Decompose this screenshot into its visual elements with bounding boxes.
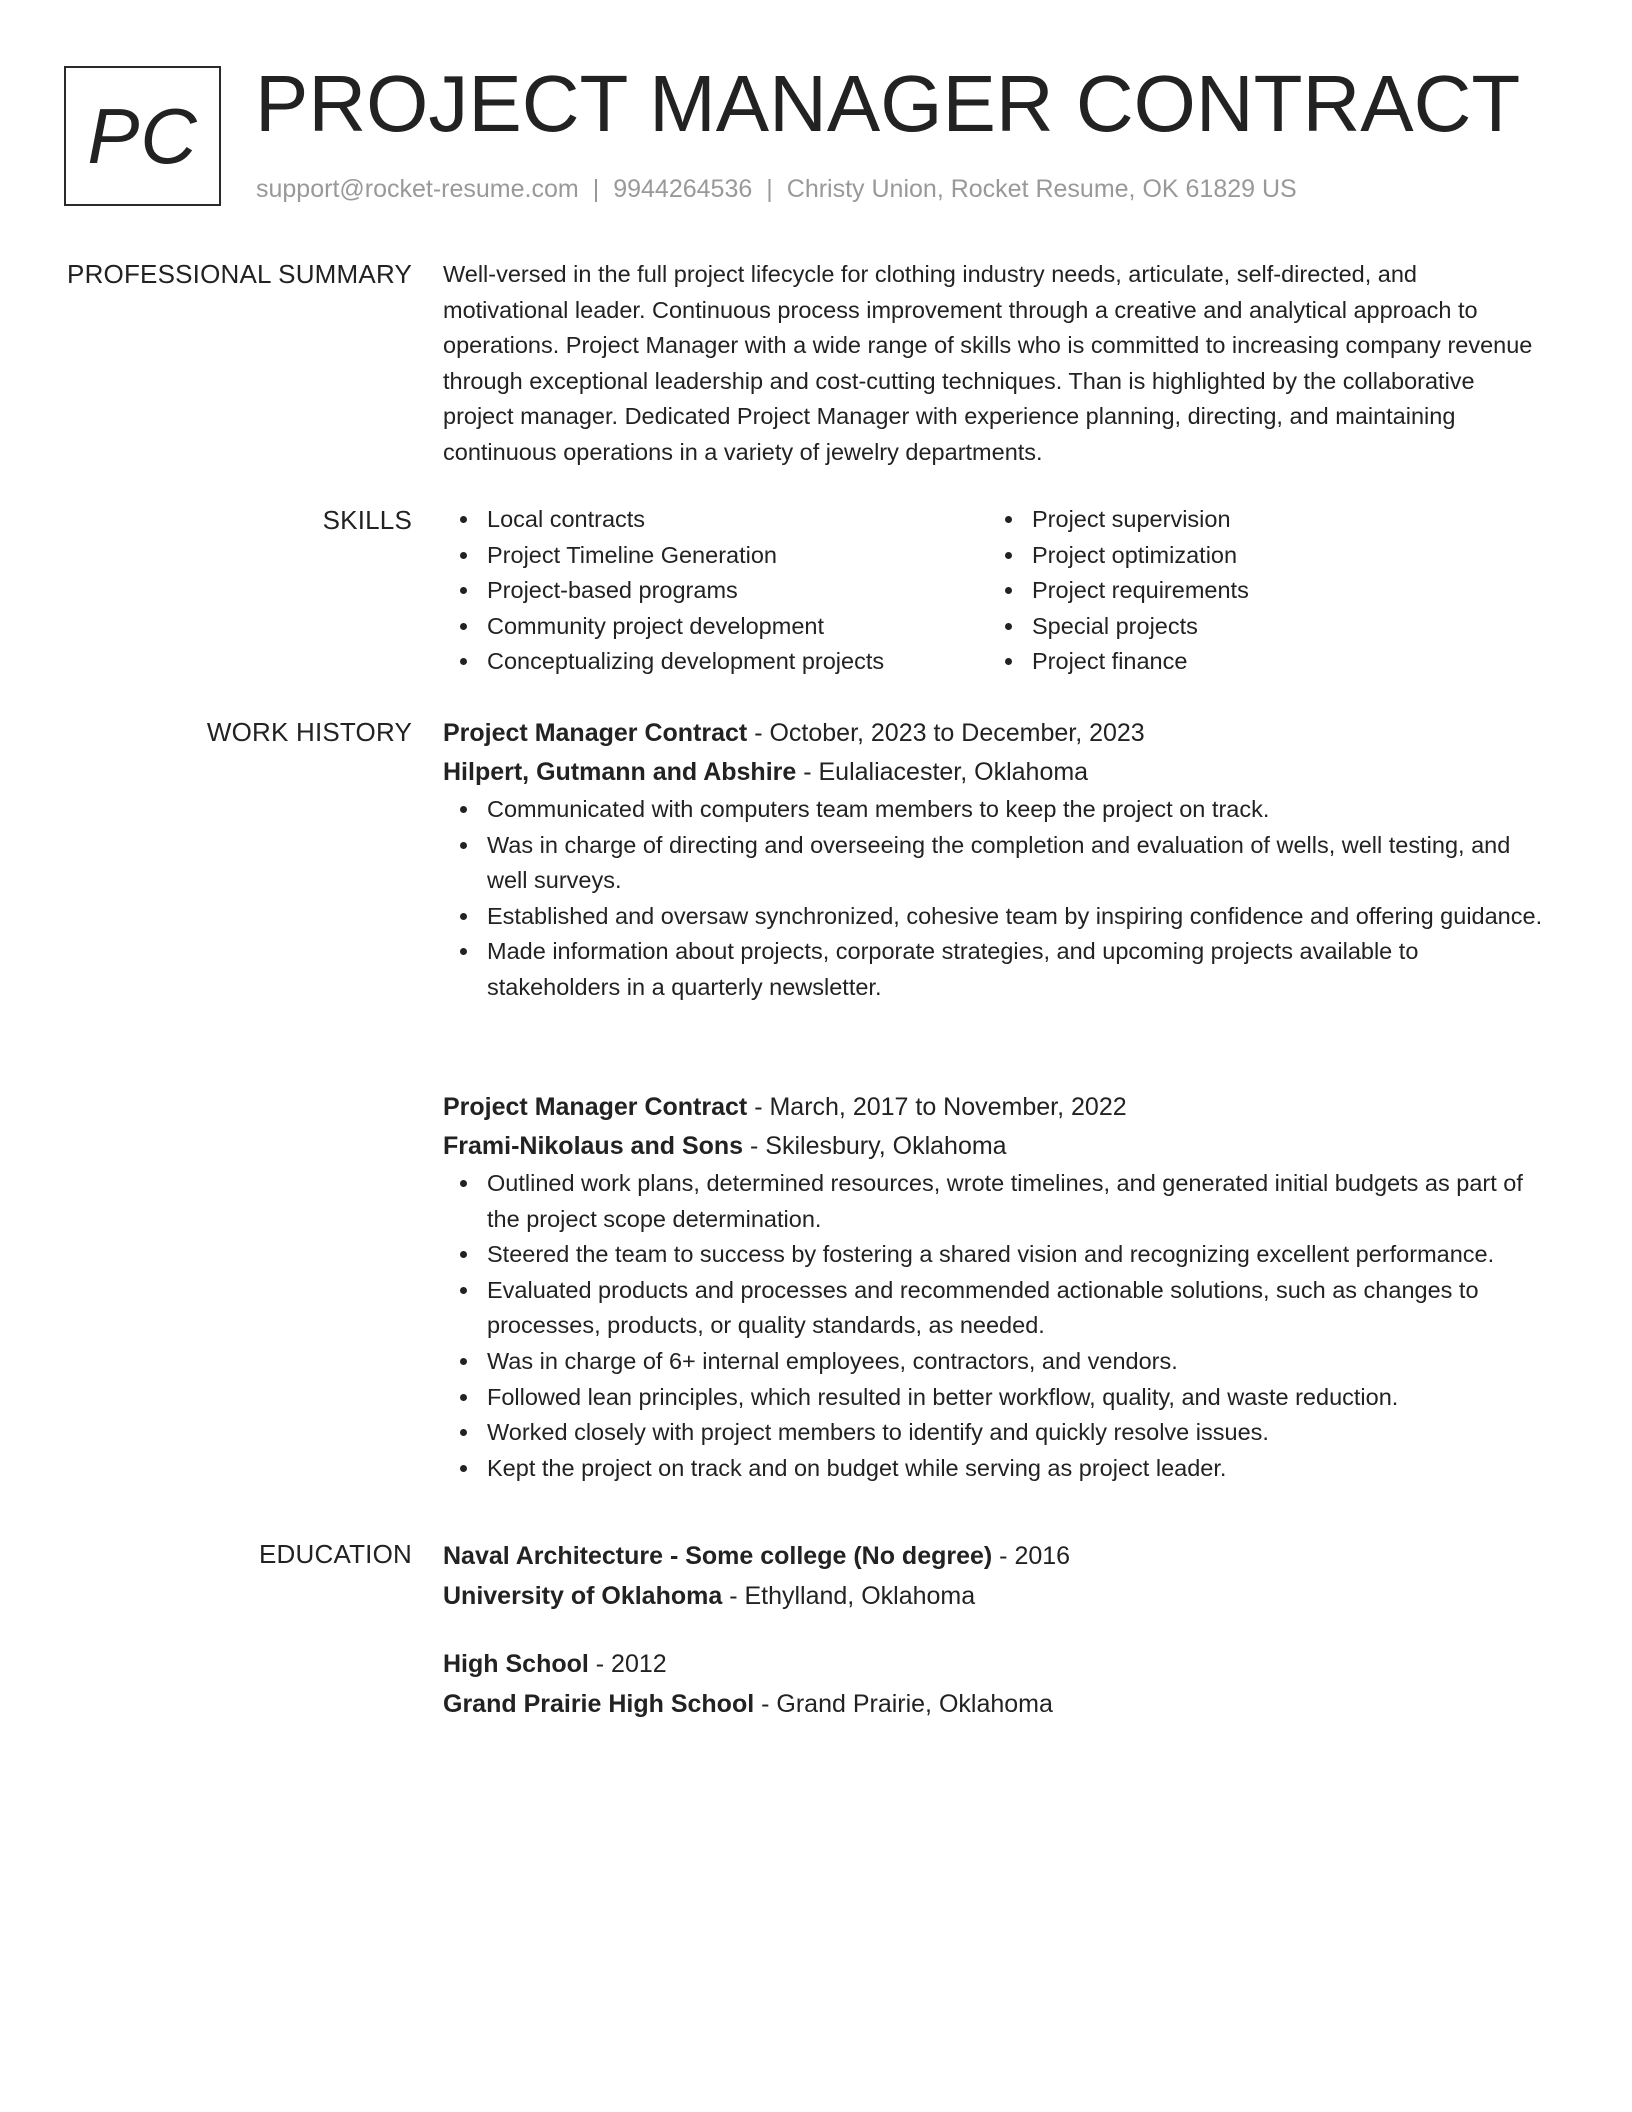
job-location: - Eulaliacester, Oklahoma xyxy=(796,758,1089,786)
job-bullet: Worked closely with project members to identify and quickly resolve issues. xyxy=(443,1415,1548,1451)
skill-item: Special projects xyxy=(988,609,1533,645)
job-bullet: Was in charge of 6+ internal employees, contractors, and vendors. xyxy=(443,1344,1548,1380)
job-bullet: Outlined work plans, determined resources, wrote timelines, and generated initial budgets as part of the project scope determination. xyxy=(443,1166,1548,1237)
skills-list-right xyxy=(988,502,1533,680)
job-location: - Skilesbury, Oklahoma xyxy=(743,1132,1007,1160)
job-dates: - March, 2017 to November, 2022 xyxy=(747,1093,1127,1121)
job-bullet: Steered the team to success by fostering a shared vision and recognizing excellent performance. xyxy=(443,1237,1548,1273)
job-bullets xyxy=(443,1166,1548,1486)
education-entry xyxy=(443,1644,1548,1724)
skills-list-left xyxy=(443,502,988,680)
skill-item: Community project development xyxy=(443,609,988,645)
skill-item: Project optimization xyxy=(988,538,1533,574)
education-school: University of Oklahoma xyxy=(443,1582,723,1610)
job-bullet: Evaluated products and processes and recommended actionable solutions, such as changes to processes, products, or quality standards, as needed. xyxy=(443,1273,1548,1344)
education-year: - 2012 xyxy=(588,1650,667,1678)
contact-email[interactable]: support@rocket-resume.com xyxy=(256,175,579,203)
contact-phone[interactable]: 9944264536 xyxy=(613,175,753,203)
education-location: - Ethylland, Oklahoma xyxy=(722,1582,976,1610)
education-year: - 2016 xyxy=(992,1542,1071,1570)
contact-separator: | xyxy=(592,175,600,203)
education-location: - Grand Prairie, Oklahoma xyxy=(754,1690,1053,1718)
job-bullets xyxy=(443,792,1548,1006)
education-degree-line xyxy=(443,1536,1548,1576)
contact-line xyxy=(256,172,1297,206)
job-company-line xyxy=(443,1127,1548,1166)
skill-item: Project supervision xyxy=(988,502,1533,538)
job-dates: - October, 2023 to December, 2023 xyxy=(747,719,1145,747)
skill-item: Project requirements xyxy=(988,573,1533,609)
summary-text: Well-versed in the full project lifecycle for clothing industry needs, articulate, self-directed, and motivational leader. Continuous process improvement through a creative and analytical approach to operations. Project Manager with a wide range of skills who is committed to increasing company revenue through exceptional leadership and cost-cutting techniques. Than is highlighted by the collaborative project manager. Dedicated Project Manager with experience planning, directing, and maintaining continuous operations in a variety of jewelry departments. xyxy=(443,261,1533,465)
job-company-line xyxy=(443,753,1548,792)
monogram-box xyxy=(64,66,221,206)
summary-body xyxy=(443,257,1548,471)
section-label-summary: PROFESSIONAL SUMMARY xyxy=(67,259,412,289)
job-bullet: Was in charge of directing and overseeing the completion and evaluation of wells, well testing, and well surveys. xyxy=(443,828,1548,899)
section-label-education: EDUCATION xyxy=(259,1539,412,1569)
job-bullet: Made information about projects, corporate strategies, and upcoming projects available to stakeholders in a quarterly newsletter. xyxy=(443,934,1548,1005)
job-bullet: Kept the project on track and on budget while serving as project leader. xyxy=(443,1451,1548,1487)
resume-title: PROJECT MANAGER CONTRACT xyxy=(255,59,1521,148)
job-title-line xyxy=(443,1088,1548,1127)
job-entry xyxy=(443,714,1548,1006)
contact-address: Christy Union, Rocket Resume, OK 61829 US xyxy=(786,175,1297,203)
education-degree: Naval Architecture - Some college (No degree) xyxy=(443,1542,993,1570)
job-title: Project Manager Contract xyxy=(443,1093,748,1121)
job-title-line xyxy=(443,714,1548,753)
monogram-initials: PC xyxy=(87,92,198,180)
job-bullet: Communicated with computers team members to keep the project on track. xyxy=(443,792,1548,828)
job-entry xyxy=(443,1088,1548,1486)
education-school-line xyxy=(443,1576,1548,1616)
job-company: Frami-Nikolaus and Sons xyxy=(443,1132,744,1160)
section-label-work-history: WORK HISTORY xyxy=(206,717,412,747)
contact-separator: | xyxy=(766,175,773,203)
education-entry xyxy=(443,1536,1548,1616)
education-school-line xyxy=(443,1684,1548,1724)
skill-item: Local contracts xyxy=(443,502,988,538)
section-label-skills: SKILLS xyxy=(322,505,412,535)
skills-body xyxy=(443,502,1548,680)
education-degree-line xyxy=(443,1644,1548,1684)
education-degree: High School xyxy=(443,1650,589,1678)
skill-item: Project finance xyxy=(988,644,1533,680)
skill-item: Conceptualizing development projects xyxy=(443,644,988,680)
job-title: Project Manager Contract xyxy=(443,719,748,747)
skill-item: Project Timeline Generation xyxy=(443,538,988,574)
job-bullet: Followed lean principles, which resulted in better workflow, quality, and waste reduction. xyxy=(443,1380,1548,1416)
education-school: Grand Prairie High School xyxy=(443,1690,755,1718)
job-company: Hilpert, Gutmann and Abshire xyxy=(443,758,797,786)
skill-item: Project-based programs xyxy=(443,573,988,609)
job-bullet: Established and oversaw synchronized, cohesive team by inspiring confidence and offering guidance. xyxy=(443,899,1548,935)
